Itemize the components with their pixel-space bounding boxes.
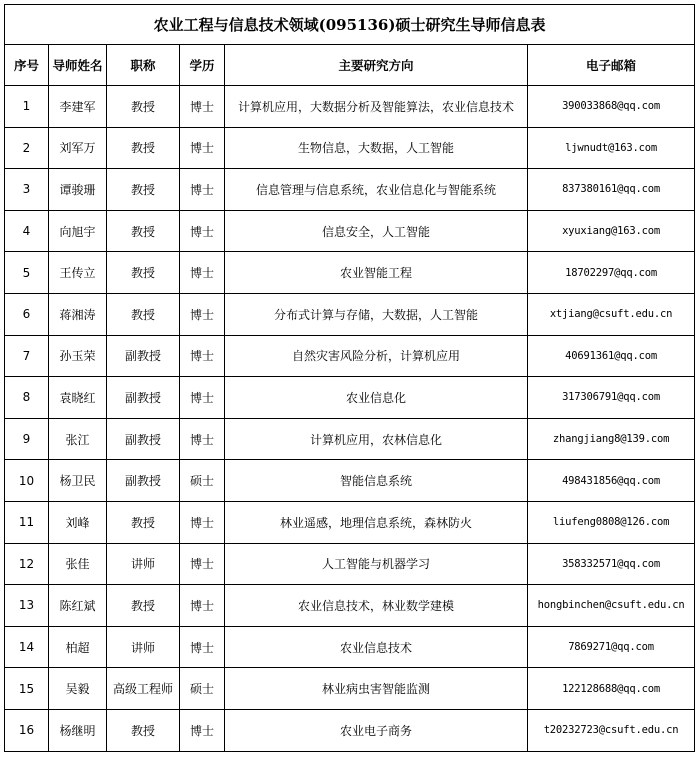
supervisor-email: xtjiang@csuft.edu.cn: [528, 293, 695, 335]
supervisor-rank: 教授: [107, 709, 180, 751]
row-number: 14: [5, 626, 49, 668]
row-number: 9: [5, 418, 49, 460]
supervisor-table: [4, 4, 695, 752]
supervisor-email: 122128688@qq.com: [528, 668, 695, 710]
supervisor-degree: 硕士: [180, 668, 225, 710]
supervisor-degree: 博士: [180, 252, 225, 294]
research-direction: 林业遥感，地理信息系统，森林防火: [225, 501, 528, 543]
supervisor-rank: 教授: [107, 501, 180, 543]
supervisor-degree: 博士: [180, 127, 225, 169]
research-direction: 人工智能与机器学习: [225, 543, 528, 585]
row-number: 10: [5, 460, 49, 502]
supervisor-name: 刘军万: [49, 127, 107, 169]
row-number: 2: [5, 127, 49, 169]
research-direction: 信息管理与信息系统，农业信息化与智能系统: [225, 169, 528, 211]
supervisor-name: 袁晓红: [49, 377, 107, 419]
table-row: [5, 626, 695, 668]
supervisor-degree: 博士: [180, 86, 225, 128]
supervisor-email: 358332571@qq.com: [528, 543, 695, 585]
supervisor-degree: 博士: [180, 585, 225, 627]
supervisor-degree: 博士: [180, 543, 225, 585]
supervisor-name: 孙玉荣: [49, 335, 107, 377]
supervisor-degree: 博士: [180, 335, 225, 377]
table-row: [5, 293, 695, 335]
supervisor-email: ljwnudt@163.com: [528, 127, 695, 169]
table-title: 农业工程与信息技术领域(095136)硕士研究生导师信息表: [5, 5, 695, 45]
table-row: [5, 418, 695, 460]
supervisor-rank: 副教授: [107, 418, 180, 460]
table-row: [5, 543, 695, 585]
row-number: 6: [5, 293, 49, 335]
supervisor-rank: 高级工程师: [107, 668, 180, 710]
col-header-degree: 学历: [180, 45, 225, 86]
table-row: [5, 210, 695, 252]
supervisor-rank: 讲师: [107, 626, 180, 668]
supervisor-email: t20232723@csuft.edu.cn: [528, 709, 695, 751]
research-direction: 分布式计算与存储，大数据，人工智能: [225, 293, 528, 335]
supervisor-degree: 博士: [180, 293, 225, 335]
table-row: [5, 377, 695, 419]
supervisor-email: xyuxiang@163.com: [528, 210, 695, 252]
supervisor-email: 18702297@qq.com: [528, 252, 695, 294]
supervisor-email: 390033868@qq.com: [528, 86, 695, 128]
research-direction: 计算机应用，农林信息化: [225, 418, 528, 460]
row-number: 12: [5, 543, 49, 585]
table-row: [5, 460, 695, 502]
supervisor-name: 陈红斌: [49, 585, 107, 627]
research-direction: 自然灾害风险分析，计算机应用: [225, 335, 528, 377]
supervisor-degree: 博士: [180, 169, 225, 211]
supervisor-degree: 博士: [180, 418, 225, 460]
supervisor-degree: 博士: [180, 501, 225, 543]
col-header-name: 导师姓名: [49, 45, 107, 86]
supervisor-name: 王传立: [49, 252, 107, 294]
table-row: [5, 252, 695, 294]
title-row: [5, 5, 695, 45]
research-direction: 智能信息系统: [225, 460, 528, 502]
row-number: 16: [5, 709, 49, 751]
supervisor-email: 837380161@qq.com: [528, 169, 695, 211]
supervisor-rank: 教授: [107, 585, 180, 627]
supervisor-rank: 教授: [107, 169, 180, 211]
table-row: [5, 501, 695, 543]
supervisor-name: 蒋湘涛: [49, 293, 107, 335]
research-direction: 农业信息技术: [225, 626, 528, 668]
supervisor-email: zhangjiang8@139.com: [528, 418, 695, 460]
supervisor-email: 498431856@qq.com: [528, 460, 695, 502]
research-direction: 信息安全，人工智能: [225, 210, 528, 252]
supervisor-name: 谭骏珊: [49, 169, 107, 211]
research-direction: 计算机应用，大数据分析及智能算法，农业信息技术: [225, 86, 528, 128]
research-direction: 林业病虫害智能监测: [225, 668, 528, 710]
supervisor-email: 7869271@qq.com: [528, 626, 695, 668]
research-direction: 农业信息化: [225, 377, 528, 419]
row-number: 8: [5, 377, 49, 419]
col-header-number: 序号: [5, 45, 49, 86]
supervisor-rank: 教授: [107, 252, 180, 294]
supervisor-name: 杨卫民: [49, 460, 107, 502]
header-row: [5, 45, 695, 86]
col-header-research: 主要研究方向: [225, 45, 528, 86]
row-number: 11: [5, 501, 49, 543]
table-row: [5, 668, 695, 710]
supervisor-name: 柏超: [49, 626, 107, 668]
col-header-rank: 职称: [107, 45, 180, 86]
table-row: [5, 335, 695, 377]
row-number: 3: [5, 169, 49, 211]
supervisor-name: 吴毅: [49, 668, 107, 710]
row-number: 1: [5, 86, 49, 128]
research-direction: 农业电子商务: [225, 709, 528, 751]
supervisor-name: 向旭宇: [49, 210, 107, 252]
table-row: [5, 86, 695, 128]
supervisor-name: 李建军: [49, 86, 107, 128]
table-row: [5, 169, 695, 211]
research-direction: 生物信息，大数据，人工智能: [225, 127, 528, 169]
supervisor-email: 40691361@qq.com: [528, 335, 695, 377]
supervisor-name: 张江: [49, 418, 107, 460]
supervisor-degree: 博士: [180, 377, 225, 419]
research-direction: 农业智能工程: [225, 252, 528, 294]
supervisor-rank: 教授: [107, 127, 180, 169]
supervisor-rank: 讲师: [107, 543, 180, 585]
supervisor-degree: 博士: [180, 626, 225, 668]
supervisor-name: 张佳: [49, 543, 107, 585]
table-row: [5, 127, 695, 169]
supervisor-name: 杨继明: [49, 709, 107, 751]
supervisor-email: hongbinchen@csuft.edu.cn: [528, 585, 695, 627]
supervisor-rank: 副教授: [107, 460, 180, 502]
row-number: 15: [5, 668, 49, 710]
supervisor-rank: 教授: [107, 86, 180, 128]
row-number: 5: [5, 252, 49, 294]
supervisor-rank: 副教授: [107, 335, 180, 377]
table-row: [5, 709, 695, 751]
table-body: [5, 86, 695, 752]
supervisor-name: 刘峰: [49, 501, 107, 543]
research-direction: 农业信息技术，林业数学建模: [225, 585, 528, 627]
supervisor-degree: 硕士: [180, 460, 225, 502]
row-number: 4: [5, 210, 49, 252]
supervisor-degree: 博士: [180, 210, 225, 252]
supervisor-rank: 教授: [107, 210, 180, 252]
supervisor-degree: 博士: [180, 709, 225, 751]
supervisor-rank: 教授: [107, 293, 180, 335]
row-number: 13: [5, 585, 49, 627]
supervisor-rank: 副教授: [107, 377, 180, 419]
supervisor-email: 317306791@qq.com: [528, 377, 695, 419]
row-number: 7: [5, 335, 49, 377]
col-header-email: 电子邮箱: [528, 45, 695, 86]
supervisor-email: liufeng0808@126.com: [528, 501, 695, 543]
table-row: [5, 585, 695, 627]
